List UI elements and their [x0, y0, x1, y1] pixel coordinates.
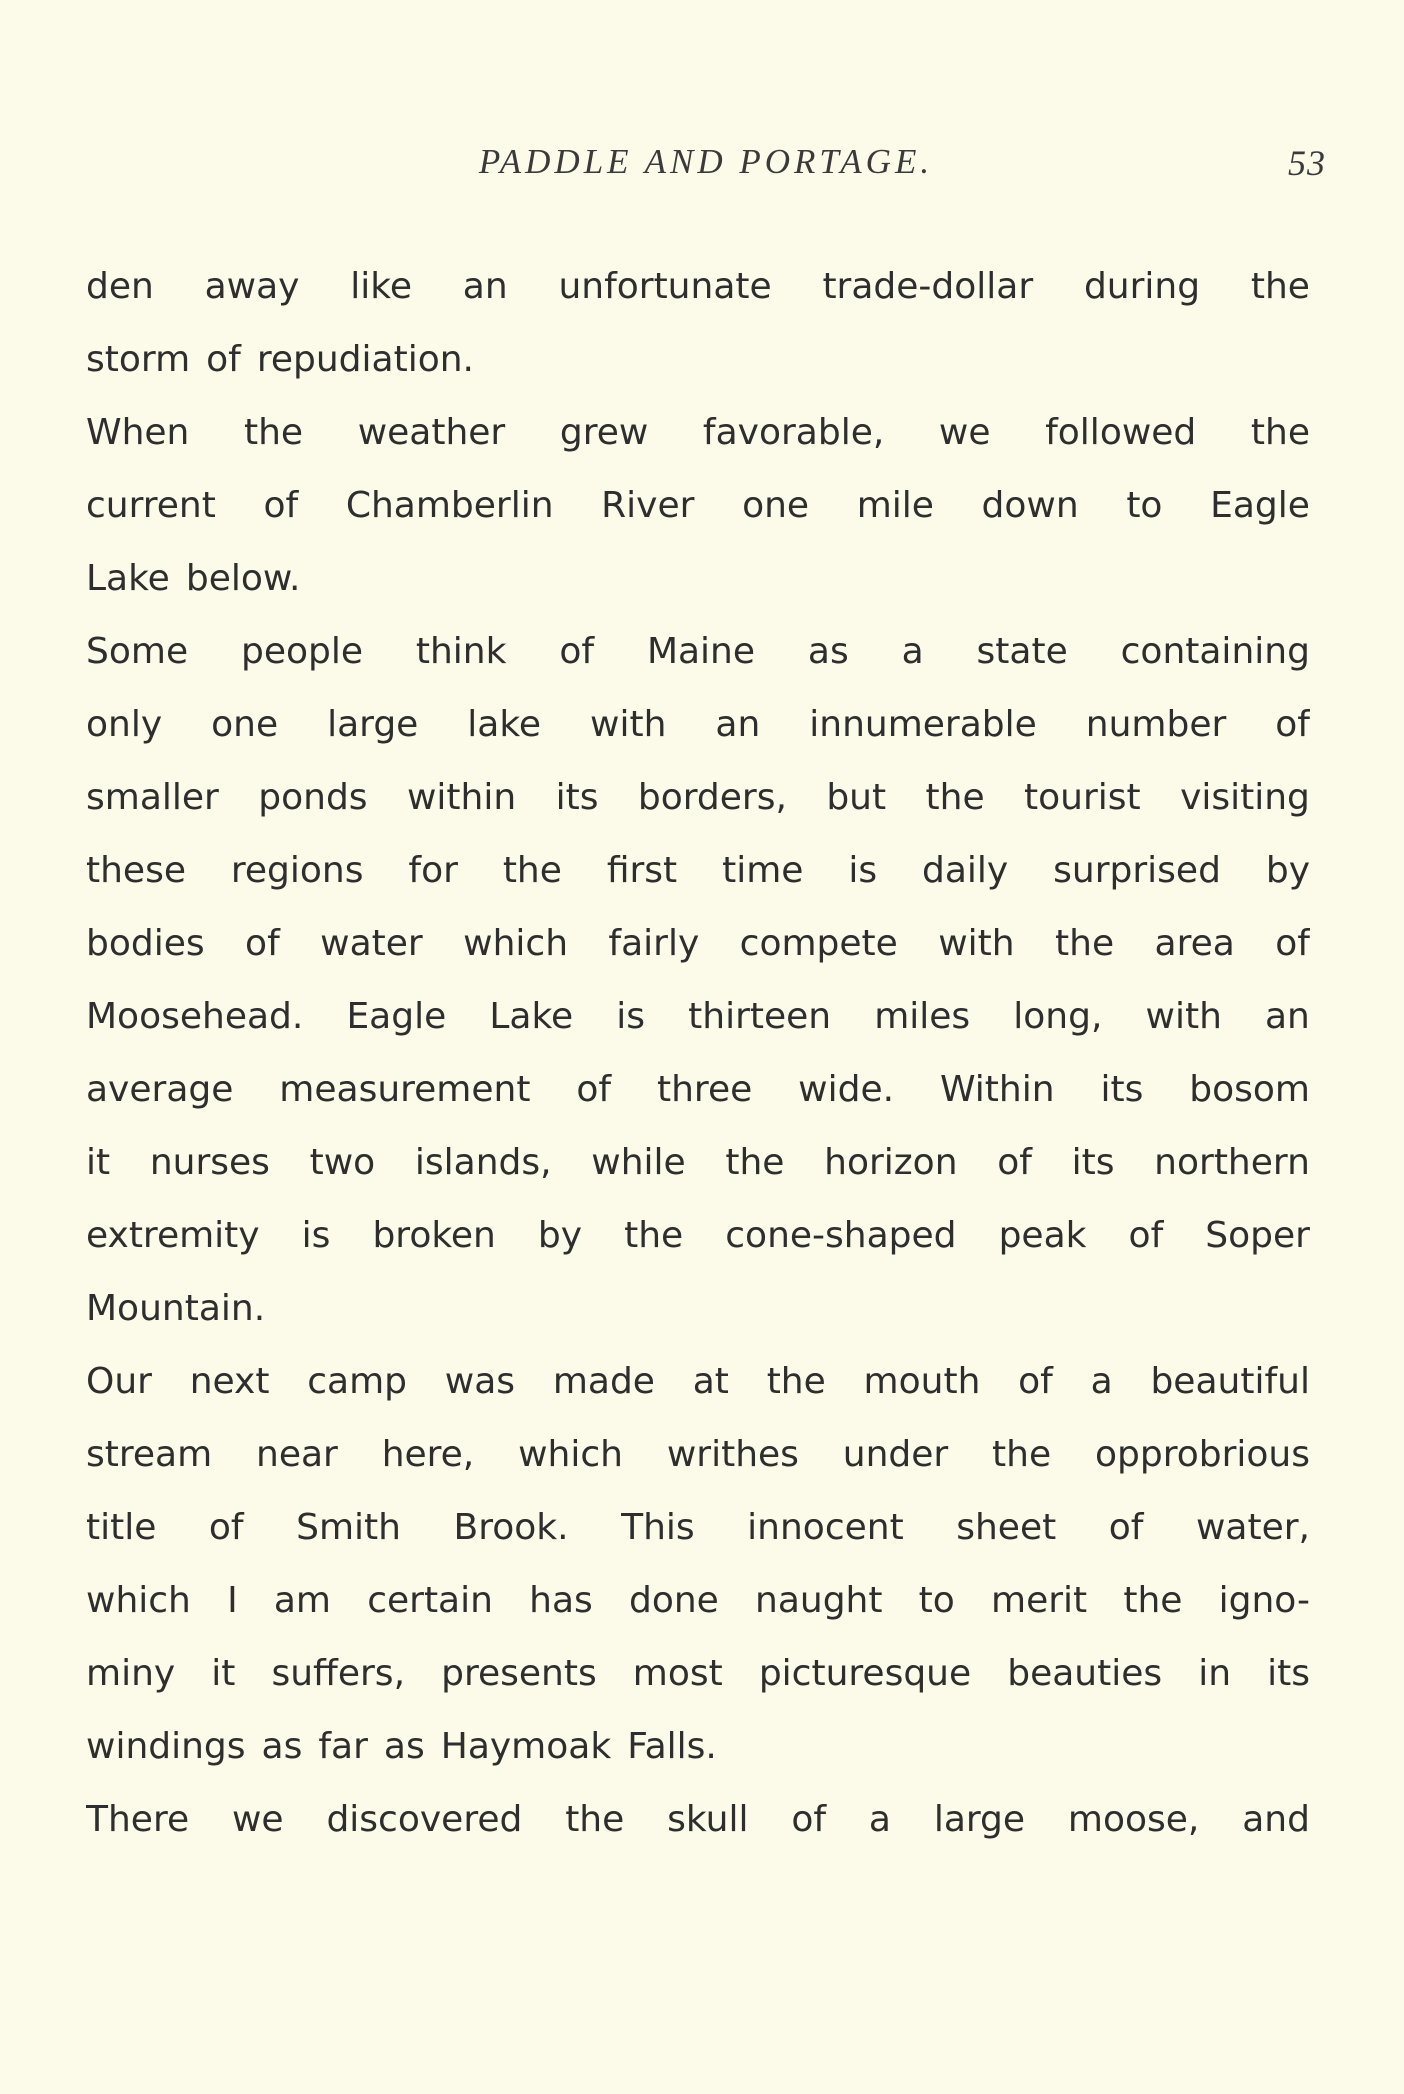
word: of: [1018, 1361, 1053, 1402]
word: bodies: [86, 923, 205, 964]
word: beautiful: [1150, 1361, 1310, 1402]
word: regions: [230, 850, 364, 891]
word: large: [933, 1799, 1026, 1840]
body-text: [86, 250, 1310, 1856]
word: am: [273, 1580, 332, 1621]
word: is: [616, 996, 646, 1037]
word: the: [1250, 412, 1310, 453]
word: far: [318, 1726, 368, 1767]
text-line: [86, 615, 1310, 688]
word: peak: [998, 1215, 1087, 1256]
running-title: PADDLE AND PORTAGE.: [478, 142, 934, 181]
word: by: [537, 1215, 583, 1256]
text-line: [86, 396, 1310, 469]
text-line: [86, 1272, 1310, 1345]
word: visiting: [1180, 777, 1310, 818]
word: of: [1275, 704, 1310, 745]
word: at: [692, 1361, 729, 1402]
word: it: [86, 1142, 111, 1183]
word: an: [1265, 996, 1310, 1037]
word: weather: [357, 412, 506, 453]
word: of: [1275, 923, 1310, 964]
word: one: [742, 485, 810, 526]
word: the: [624, 1215, 684, 1256]
word: below.: [185, 558, 301, 599]
word: smaller: [86, 777, 219, 818]
word: of: [559, 631, 595, 672]
word: away: [204, 266, 300, 307]
word: done: [628, 1580, 719, 1621]
word: of: [206, 339, 241, 380]
word: its: [1071, 1142, 1115, 1183]
word: was: [444, 1361, 516, 1402]
word: the: [925, 777, 985, 818]
word: northern: [1154, 1142, 1310, 1183]
word: den: [86, 266, 154, 307]
word: Smith: [296, 1507, 401, 1548]
word: grew: [559, 412, 649, 453]
word: Haymoak: [440, 1726, 612, 1767]
text-line: [86, 1710, 1310, 1783]
word: number: [1085, 704, 1227, 745]
word: long,: [1013, 996, 1103, 1037]
word: think: [415, 631, 507, 672]
word: unfortunate: [558, 266, 772, 307]
word: wide.: [798, 1069, 895, 1110]
page-number: 53: [1288, 143, 1326, 183]
text-line: [86, 980, 1310, 1053]
text-line: [86, 1418, 1310, 1491]
word: of: [997, 1142, 1032, 1183]
word: with: [1145, 996, 1222, 1037]
word: only: [86, 704, 163, 745]
word: as: [807, 631, 849, 672]
text-line: [86, 907, 1310, 980]
word: measurement: [279, 1069, 531, 1110]
word: writhes: [666, 1434, 799, 1475]
word: Maine: [646, 631, 756, 672]
word: certain: [367, 1580, 493, 1621]
word: the: [502, 850, 562, 891]
word: surprised: [1053, 850, 1221, 891]
word: an: [462, 266, 508, 307]
word: of: [791, 1799, 827, 1840]
word: it: [211, 1653, 236, 1694]
text-line: [86, 1637, 1310, 1710]
word: bosom: [1189, 1069, 1310, 1110]
word: moose,: [1067, 1799, 1200, 1840]
word: beauties: [1007, 1653, 1163, 1694]
word: as: [261, 1726, 303, 1767]
text-line: [86, 761, 1310, 834]
word: discovered: [326, 1799, 523, 1840]
page-header: [86, 142, 1326, 192]
word: naught: [755, 1580, 883, 1621]
word: favorable,: [702, 412, 885, 453]
word: one: [211, 704, 279, 745]
word: for: [408, 850, 458, 891]
word: of: [245, 923, 280, 964]
word: is: [848, 850, 878, 891]
word: repudiation.: [256, 339, 474, 380]
word: miny: [86, 1653, 176, 1694]
word: sheet: [956, 1507, 1057, 1548]
word: an: [715, 704, 761, 745]
word: miles: [874, 996, 971, 1037]
word: to: [1126, 485, 1163, 526]
word: of: [263, 485, 299, 526]
word: in: [1198, 1653, 1232, 1694]
word: under: [842, 1434, 949, 1475]
word: Falls.: [627, 1726, 717, 1767]
word: the: [725, 1142, 785, 1183]
word: here,: [381, 1434, 475, 1475]
word: camp: [307, 1361, 408, 1402]
word: tourist: [1024, 777, 1141, 818]
word: its: [1100, 1069, 1144, 1110]
word: a: [901, 631, 924, 672]
word: Eagle: [346, 996, 447, 1037]
word: we: [938, 412, 991, 453]
word: Soper: [1205, 1215, 1310, 1256]
word: within: [406, 777, 517, 818]
word: This: [621, 1507, 695, 1548]
word: the: [565, 1799, 625, 1840]
word: extremity: [86, 1215, 260, 1256]
text-line: [86, 1199, 1310, 1272]
word: a: [1090, 1361, 1113, 1402]
word: Within: [939, 1069, 1055, 1110]
text-line: [86, 469, 1310, 542]
word: these: [86, 850, 186, 891]
word: made: [552, 1361, 655, 1402]
word: three: [657, 1069, 753, 1110]
word: compete: [739, 923, 898, 964]
word: skull: [667, 1799, 749, 1840]
word: the: [1055, 923, 1115, 964]
word: suffers,: [271, 1653, 406, 1694]
word: Mountain.: [86, 1288, 266, 1329]
word: which: [518, 1434, 623, 1475]
word: time: [722, 850, 804, 891]
word: horizon: [824, 1142, 958, 1183]
word: picturesque: [758, 1653, 972, 1694]
text-line: [86, 1126, 1310, 1199]
word: first: [606, 850, 678, 891]
word: borders,: [637, 777, 787, 818]
word: water,: [1195, 1507, 1310, 1548]
word: area: [1154, 923, 1235, 964]
word: thirteen: [688, 996, 832, 1037]
text-line: [86, 542, 1310, 615]
word: to: [918, 1580, 955, 1621]
word: Brook.: [453, 1507, 569, 1548]
text-line: [86, 834, 1310, 907]
text-line: [86, 1491, 1310, 1564]
word: with: [590, 704, 667, 745]
word: storm: [86, 339, 191, 380]
word: containing: [1120, 631, 1310, 672]
word: next: [189, 1361, 270, 1402]
word: down: [981, 485, 1079, 526]
word: during: [1083, 266, 1201, 307]
word: but: [826, 777, 887, 818]
word: its: [1267, 1653, 1310, 1694]
word: and: [1242, 1799, 1310, 1840]
word: presents: [441, 1653, 597, 1694]
word: which: [463, 923, 569, 964]
word: as: [383, 1726, 425, 1767]
word: igno-: [1218, 1580, 1310, 1621]
word: of: [1128, 1215, 1164, 1256]
word: the: [766, 1361, 826, 1402]
word: two: [309, 1142, 376, 1183]
word: the: [244, 412, 304, 453]
text-line: [86, 688, 1310, 761]
word: the: [1250, 266, 1310, 307]
word: mouth: [863, 1361, 981, 1402]
word: stream: [86, 1434, 213, 1475]
word: water: [320, 923, 423, 964]
word: Eagle: [1210, 485, 1310, 526]
word: current: [86, 485, 216, 526]
word: like: [350, 266, 412, 307]
word: mile: [856, 485, 934, 526]
word: innumerable: [809, 704, 1037, 745]
text-line: [86, 1783, 1310, 1856]
word: nurses: [149, 1142, 270, 1183]
word: River: [601, 485, 695, 526]
text-line: [86, 323, 1310, 396]
word: of: [1108, 1507, 1144, 1548]
word: followed: [1045, 412, 1197, 453]
word: average: [86, 1069, 234, 1110]
word: fairly: [608, 923, 700, 964]
word: merit: [991, 1580, 1088, 1621]
word: opprobrious: [1094, 1434, 1310, 1475]
word: trade-dollar: [822, 266, 1034, 307]
word: the: [1123, 1580, 1183, 1621]
word: Our: [86, 1361, 152, 1402]
word: lake: [467, 704, 542, 745]
word: title: [86, 1507, 157, 1548]
word: a: [868, 1799, 891, 1840]
text-line: [86, 1053, 1310, 1126]
word: innocent: [747, 1507, 904, 1548]
word: which: [86, 1580, 191, 1621]
word: islands,: [414, 1142, 552, 1183]
word: ponds: [258, 777, 368, 818]
word: has: [529, 1580, 593, 1621]
word: most: [632, 1653, 723, 1694]
word: its: [555, 777, 599, 818]
word: daily: [922, 850, 1009, 891]
text-line: [86, 1345, 1310, 1418]
text-line: [86, 250, 1310, 323]
word: Some: [86, 631, 189, 672]
word: while: [591, 1142, 686, 1183]
word: near: [256, 1434, 338, 1475]
word: Moosehead.: [86, 996, 304, 1037]
word: When: [86, 412, 190, 453]
word: broken: [372, 1215, 496, 1256]
word: state: [976, 631, 1068, 672]
word: There: [86, 1799, 190, 1840]
word: by: [1265, 850, 1310, 891]
word: I: [227, 1580, 238, 1621]
word: Lake: [86, 558, 170, 599]
word: we: [231, 1799, 284, 1840]
word: the: [992, 1434, 1052, 1475]
text-line: [86, 1564, 1310, 1637]
word: of: [576, 1069, 612, 1110]
word: of: [208, 1507, 244, 1548]
word: Lake: [489, 996, 574, 1037]
word: cone-shaped: [725, 1215, 957, 1256]
word: large: [327, 704, 419, 745]
word: Chamberlin: [345, 485, 554, 526]
word: is: [301, 1215, 331, 1256]
word: with: [938, 923, 1015, 964]
word: windings: [86, 1726, 246, 1767]
word: people: [240, 631, 363, 672]
